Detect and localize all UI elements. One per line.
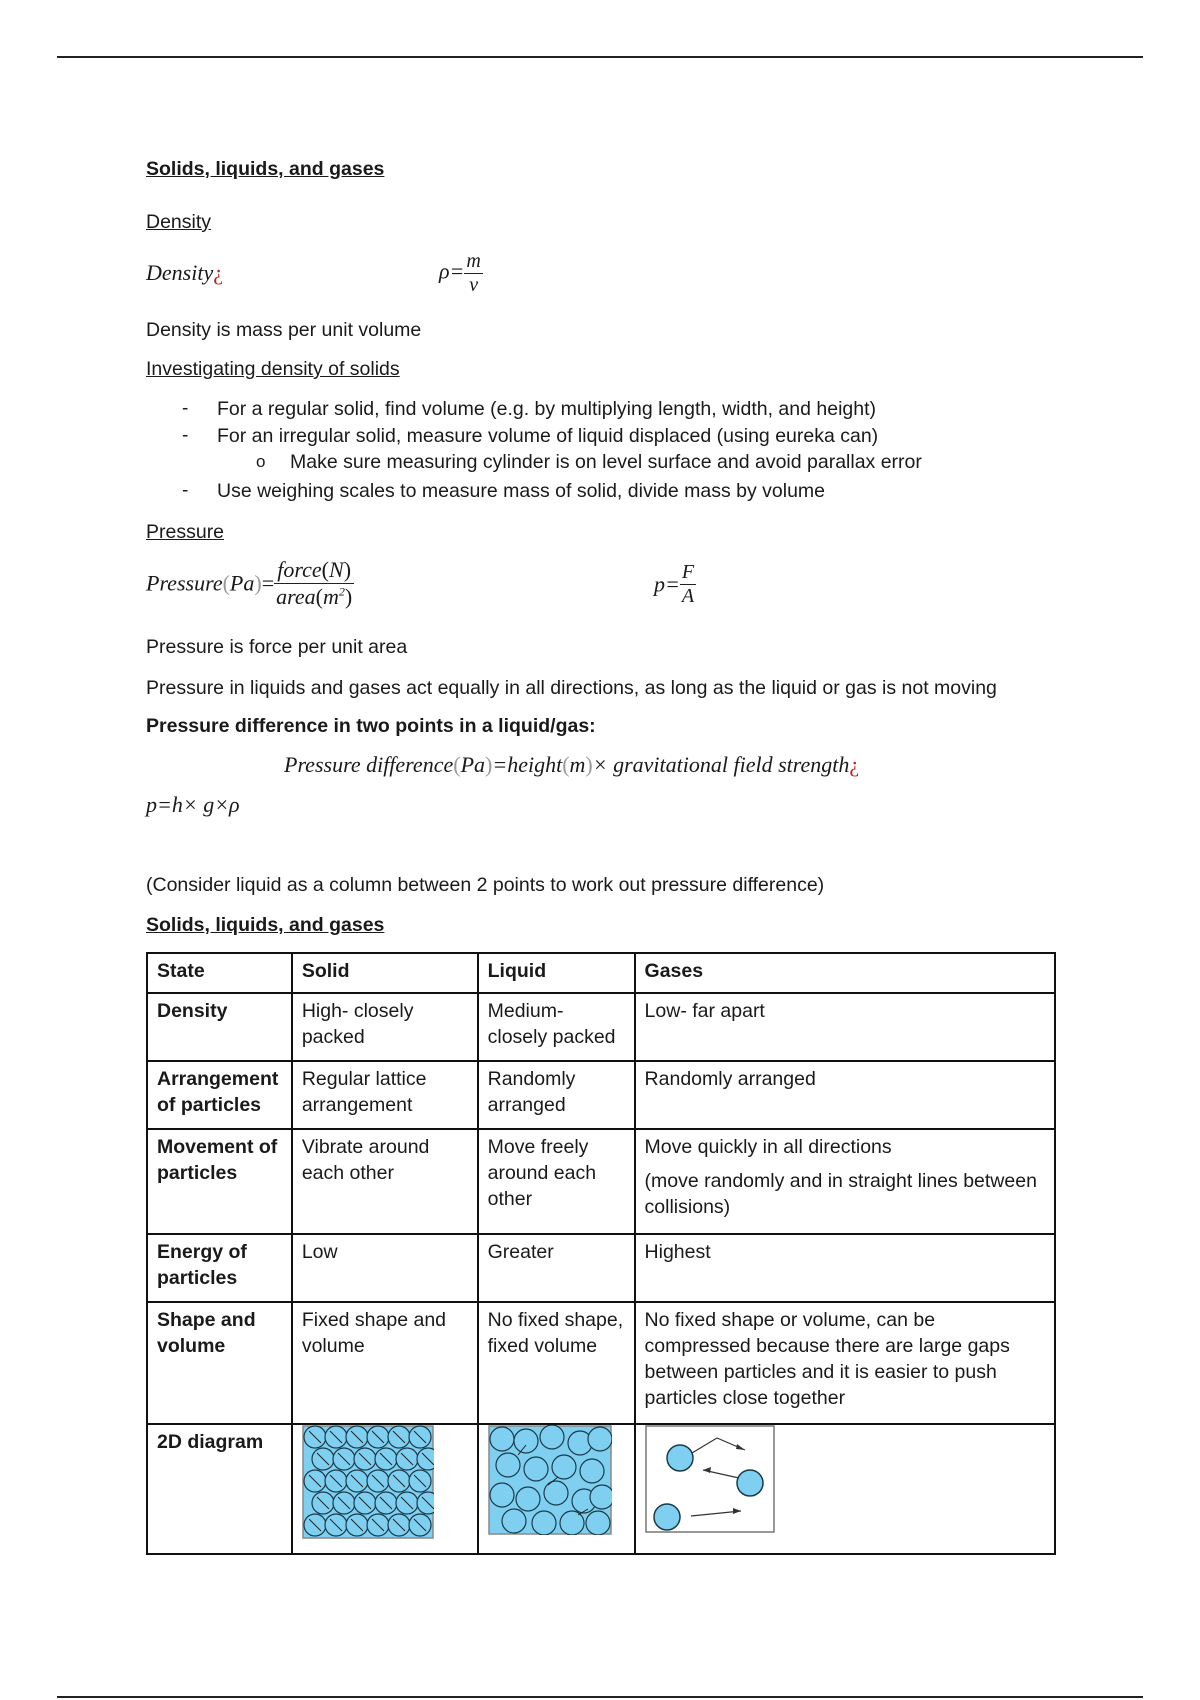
density-formula-label: Density (146, 260, 214, 285)
particle (417, 1492, 434, 1514)
solid-particle-diagram (302, 1425, 434, 1539)
pressure-word-formula: Pressure(Pa)= $\frac{\text{force(N)}}{area(m^2)}$ (146, 557, 353, 609)
gas-particle-diagram (645, 1425, 775, 1533)
table-row-diagrams (147, 1424, 1055, 1554)
particle (590, 1485, 612, 1509)
particle (490, 1483, 514, 1507)
pressure-symbol-num: F (681, 561, 695, 583)
header-gases: Gases (635, 953, 1055, 993)
density-fraction (464, 250, 482, 297)
pressure-symbol-den: A (681, 585, 695, 607)
particle (586, 1511, 610, 1535)
particle (417, 1448, 434, 1470)
particle (532, 1511, 556, 1535)
row-label: Density (147, 993, 292, 1061)
gas-particle (667, 1445, 693, 1471)
table-row (147, 1234, 1055, 1302)
gases-cell (635, 1302, 1055, 1424)
pd-formula-b: =height (492, 752, 563, 777)
gases-cell (635, 1061, 1055, 1129)
particle (560, 1511, 584, 1535)
particle (588, 1427, 612, 1451)
row-label: Movement of particles (147, 1129, 292, 1234)
gas-diagram-cell (635, 1424, 1055, 1554)
section-title: Solids, liquids, and gases (146, 158, 385, 180)
top-rule (57, 56, 1143, 58)
pressure-word-num-unit: N (329, 557, 344, 582)
particle (514, 1429, 538, 1453)
gases-cell-text: Low- far apart (644, 1000, 765, 1022)
gases-cell (635, 993, 1055, 1061)
gases-cell-text: No fixed shape or volume, can be compressed because there are large gaps between particles and it is easier to push particles close together (644, 1309, 1010, 1409)
table-row (147, 1129, 1055, 1234)
solid-cell: Low (292, 1234, 478, 1302)
pressure-word-fraction: $\frac{\text{force(N)}}{area(m^2)}$ (276, 557, 353, 609)
gases-cell-text: (move randomly and in straight lines between collisions) (644, 1170, 1037, 1218)
density-definition: Density is mass per unit volume (146, 319, 422, 341)
particle (516, 1487, 540, 1511)
density-word-formula (146, 260, 223, 286)
pd-formula-glyph: ¿ (849, 752, 860, 777)
particle (544, 1481, 568, 1505)
header-liquid: Liquid (478, 953, 635, 993)
density-bullet-2: For an irregular solid, measure volume of liquid displaced (using eureka can) (217, 425, 879, 447)
solid-cell: High- closely packed (292, 993, 478, 1061)
pressure-symbol-formula (654, 561, 696, 608)
solid-cell: Vibrate around each other (292, 1129, 478, 1234)
density-symbol-formula (439, 250, 483, 297)
density-bullet-3: Use weighing scales to measure mass of solid, divide mass by volume (217, 480, 826, 502)
row-label: Arrangement of particles (147, 1061, 292, 1129)
particle (540, 1425, 564, 1449)
gas-particle (654, 1504, 680, 1530)
solid-cell: Regular lattice arrangement (292, 1061, 478, 1129)
density-formula-lhs: ρ= (439, 258, 465, 284)
liquid-cell: Greater (478, 1234, 635, 1302)
pressure-heading: Pressure (146, 521, 225, 543)
bullet-dash-3: - (182, 480, 189, 501)
gases-cell-text: Highest (644, 1241, 711, 1263)
liquid-cell: Move freely around each other (478, 1129, 635, 1234)
pressure-word-den-exp: 2 (338, 584, 345, 599)
table-row (147, 993, 1055, 1061)
pressure-difference-heading: Pressure difference in two points in a liquid/gas: (146, 715, 596, 737)
states-of-matter-table (146, 952, 1056, 1555)
particle (502, 1509, 526, 1533)
pd-formula-unit: Pa (460, 752, 486, 777)
row-label: Shape and volume (147, 1302, 292, 1424)
solid-diagram-cell (292, 1424, 478, 1554)
table-heading: Solids, liquids, and gases (146, 914, 385, 936)
table-row (147, 1061, 1055, 1129)
density-sub-bullet: Make sure measuring cylinder is on level surface and avoid parallax error (290, 451, 922, 473)
density-fraction-den: v (464, 273, 482, 297)
row-label: Energy of particles (147, 1234, 292, 1302)
bullet-dash-1: - (182, 398, 189, 419)
solid-cell: Fixed shape and volume (292, 1302, 478, 1424)
gases-cell-text: Move quickly in all directions (644, 1136, 892, 1158)
pressure-difference-formula: Pressure difference(Pa)=height(m)× gravitational field strength¿ (284, 752, 860, 777)
pressure-word-unit: Pa (229, 570, 255, 596)
bullet-dash-2: - (182, 425, 189, 446)
gases-cell (635, 1129, 1055, 1234)
pressure-word-den-unit: m (322, 584, 339, 609)
pd-formula-a: Pressure difference (284, 752, 454, 777)
consider-note: (Consider liquid as a column between 2 points to work out pressure difference) (146, 874, 825, 896)
bottom-rule (57, 1696, 1143, 1698)
density-fraction-num: m (466, 250, 481, 272)
pressure-word-den: area (276, 584, 316, 609)
liquid-cell: Medium- closely packed (478, 993, 635, 1061)
pd-formula-c: × gravitational field strength (592, 752, 850, 777)
pd-formula-unit2: m (569, 752, 586, 777)
particle (552, 1455, 576, 1479)
pressure-note: Pressure in liquids and gases act equally in all directions, as long as the liquid or gas is not moving (146, 677, 997, 699)
pressure-symbol-lhs: p= (654, 571, 680, 597)
gas-particle (737, 1470, 763, 1496)
pressure-word-lhs: Pressure (146, 570, 223, 596)
particle (524, 1457, 548, 1481)
row-label: 2D diagram (147, 1424, 292, 1554)
density-bullet-1: For a regular solid, find volume (e.g. by multiplying length, width, and height) (217, 398, 877, 420)
pressure-definition: Pressure is force per unit area (146, 636, 408, 658)
sub-bullet-marker: o (256, 452, 266, 471)
liquid-particle-diagram (488, 1425, 612, 1535)
pressure-difference-symbol: p=h× g×ρ (146, 792, 240, 817)
particle (490, 1427, 514, 1451)
density-heading: Density (146, 211, 212, 233)
header-solid: Solid (292, 953, 478, 993)
pressure-symbol-fraction (680, 561, 696, 608)
density-formula-glyph: ¿ (213, 260, 223, 285)
particle (496, 1453, 520, 1477)
liquid-cell: Randomly arranged (478, 1061, 635, 1129)
gases-cell (635, 1234, 1055, 1302)
liquid-cell: No fixed shape, fixed volume (478, 1302, 635, 1424)
investigating-density-heading: Investigating density of solids (146, 358, 400, 380)
table-header-row (147, 953, 1055, 993)
liquid-diagram-cell (478, 1424, 635, 1554)
pressure-word-num: force (277, 557, 322, 582)
table-row (147, 1302, 1055, 1424)
gases-cell-text: Randomly arranged (644, 1068, 816, 1090)
header-state: State (147, 953, 292, 993)
particle (580, 1459, 604, 1483)
